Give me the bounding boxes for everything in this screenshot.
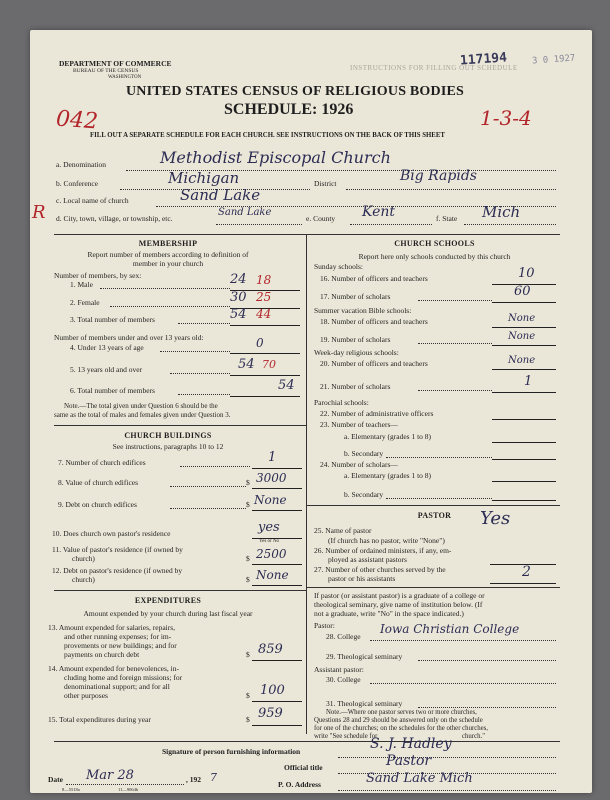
q27-label-2: pastor or his assistants bbox=[328, 574, 396, 583]
q7-label: 7. Number of church edifices bbox=[58, 458, 146, 467]
q25-label: 25. Name of pastor bbox=[314, 526, 372, 535]
q8-label: 8. Value of church edifices bbox=[58, 478, 139, 487]
q15-label: 15. Total expenditures during year bbox=[48, 715, 151, 724]
q15-dollar: $ bbox=[246, 715, 250, 724]
church-name-label: c. Local name of church bbox=[56, 196, 129, 205]
q14-dollar: $ bbox=[246, 691, 250, 700]
pastor-subheading: Pastor: bbox=[314, 621, 335, 630]
q21-label: 21. Number of scholars bbox=[320, 382, 391, 391]
conference-label: b. Conference bbox=[56, 179, 99, 188]
signature-value[interactable]: S. J. Hadley bbox=[370, 736, 452, 752]
q23a-answer-line bbox=[492, 442, 556, 443]
q28-line bbox=[370, 640, 556, 641]
address-line bbox=[338, 790, 556, 791]
q3-value[interactable]: 54 bbox=[230, 307, 247, 322]
county-label: e. County bbox=[306, 214, 336, 223]
college-note-3: not a graduate, write "No" in the space indicated.) bbox=[314, 609, 464, 618]
pastor-title: PASTOR bbox=[417, 511, 452, 520]
q2-label: 2. Female bbox=[70, 298, 100, 307]
q4-value[interactable]: 0 bbox=[256, 336, 264, 350]
q31-line bbox=[418, 707, 556, 708]
print-code-1: 8—5518a bbox=[62, 787, 80, 792]
q10-hint: Yes or No bbox=[259, 539, 280, 544]
q21-leader bbox=[418, 390, 492, 391]
q28-value[interactable]: Iowa Christian College bbox=[380, 622, 520, 636]
schools-title: CHURCH SCHOOLS bbox=[394, 239, 475, 248]
q9-value[interactable]: None bbox=[254, 493, 287, 507]
q11-label-2: church) bbox=[72, 554, 95, 563]
pastor-note-4: write "See schedule for bbox=[314, 733, 378, 740]
print-code-2: 11—9064b bbox=[118, 787, 139, 792]
expenditures-title: EXPENDITURES bbox=[134, 596, 202, 605]
q20-label: 20. Number of officers and teachers bbox=[320, 359, 428, 368]
q6-label: 6. Total number of members bbox=[70, 386, 155, 395]
q13-line-1: 13. Amount expended for salaries, repairs, bbox=[48, 623, 176, 632]
q16-label: 16. Number of officers and teachers bbox=[320, 274, 428, 283]
q6-leader bbox=[178, 394, 230, 395]
q17-value[interactable]: 60 bbox=[514, 284, 531, 299]
pastor-note-5: church." bbox=[462, 733, 485, 740]
q11-value[interactable]: 2500 bbox=[256, 547, 287, 561]
q7-leader bbox=[180, 466, 250, 467]
q23b-leader bbox=[386, 457, 492, 458]
denomination-label: a. Denomination bbox=[56, 160, 106, 169]
bureau-label: BUREAU OF THE CENSUS bbox=[73, 68, 139, 74]
q15-answer-line bbox=[252, 725, 302, 726]
q18-value[interactable]: None bbox=[508, 313, 536, 324]
pastor-note-3: for one of the churches; on the schedules for the other churches, bbox=[314, 725, 489, 732]
q8-answer-line bbox=[252, 488, 302, 489]
form-title: UNITED STATES CENSUS OF RELIGIOUS BODIES bbox=[126, 84, 465, 99]
footer-rule bbox=[54, 741, 560, 742]
expenditures-intro: Amount expended by your church during last fiscal year bbox=[83, 609, 253, 618]
city-label: d. City, town, village, or township, etc. bbox=[56, 214, 173, 223]
summer-schools-label: Summer vacation Bible schools: bbox=[314, 306, 412, 315]
date-label: Date bbox=[48, 775, 63, 784]
q17-label: 17. Number of scholars bbox=[320, 292, 391, 301]
q13-line-2: and other running expenses; for im- bbox=[64, 632, 172, 641]
parochial-schools-label: Parochial schools: bbox=[314, 398, 369, 407]
official-title-value[interactable]: Pastor bbox=[386, 753, 432, 769]
q29-label: 29. Theological seminary bbox=[326, 652, 403, 661]
assistant-pastor-subheading: Assistant pastor: bbox=[314, 665, 364, 674]
q5-leader bbox=[170, 373, 230, 374]
department-label: DEPARTMENT OF COMMERCE bbox=[59, 59, 172, 68]
q12-answer-line bbox=[252, 585, 302, 586]
q12-label-2: church) bbox=[72, 575, 95, 584]
q13-dollar: $ bbox=[246, 650, 250, 659]
q11-answer-line bbox=[252, 564, 302, 565]
college-rule bbox=[307, 587, 560, 588]
q20-value[interactable]: None bbox=[508, 355, 536, 366]
q19-label: 19. Number of scholars bbox=[320, 335, 391, 344]
q10-value[interactable]: yes bbox=[258, 520, 280, 535]
q6-value[interactable]: 54 bbox=[278, 378, 295, 393]
membership-intro-2: member in your church bbox=[132, 259, 204, 268]
county-line bbox=[350, 224, 432, 225]
buildings-intro: See instructions, paragraphs 10 to 12 bbox=[112, 442, 224, 451]
q23b-answer-line bbox=[492, 459, 556, 460]
q18-label: 18. Number of officers and teachers bbox=[320, 317, 428, 326]
pastor-note-2: Questions 28 and 29 should be answered only on the schedule bbox=[314, 717, 483, 724]
q11-label-1: 11. Value of pastor's residence (if owned by bbox=[52, 545, 183, 554]
q7-value[interactable]: 1 bbox=[268, 450, 277, 465]
q2-leader bbox=[110, 306, 230, 307]
q24a-answer-line bbox=[492, 481, 556, 482]
q6-answer-line bbox=[230, 396, 300, 397]
q24-label: 24. Number of scholars— bbox=[320, 460, 398, 469]
state-label: f. State bbox=[436, 214, 458, 223]
q10-label: 10. Does church own pastor's residence bbox=[52, 529, 171, 538]
q1-value[interactable]: 24 bbox=[230, 272, 247, 287]
q4-answer-line bbox=[230, 353, 300, 354]
q13-line-3: provements or new buildings; and for bbox=[64, 641, 177, 650]
church-name-value[interactable]: Sand Lake bbox=[180, 186, 261, 204]
district-value[interactable]: Big Rapids bbox=[400, 168, 477, 184]
q18-answer-line bbox=[492, 327, 556, 328]
city-value[interactable]: Sand Lake bbox=[218, 207, 272, 218]
q30-label: 30. College bbox=[326, 675, 361, 684]
date-line bbox=[66, 784, 184, 785]
expenditures-rule bbox=[54, 590, 306, 591]
schools-intro: Report here only schools conducted by this church bbox=[358, 252, 511, 261]
q8-value[interactable]: 3000 bbox=[256, 471, 287, 485]
year-label: , 192 bbox=[186, 775, 201, 784]
q21-answer-line bbox=[492, 392, 556, 393]
q14-answer-line bbox=[252, 701, 302, 702]
q24b-label: b. Secondary bbox=[344, 490, 384, 499]
q24b-answer-line bbox=[492, 500, 556, 501]
district-label: District bbox=[314, 179, 337, 188]
q8-dollar: $ bbox=[246, 478, 250, 487]
q1-label: 1. Male bbox=[70, 280, 93, 289]
q22-answer-line bbox=[492, 419, 556, 420]
q9-label: 9. Debt on church edifices bbox=[58, 500, 137, 509]
q16-value[interactable]: 10 bbox=[518, 266, 535, 281]
county-value[interactable]: Kent bbox=[362, 204, 396, 220]
q25-hint: (If church has no pastor, write "None") bbox=[328, 536, 445, 545]
buildings-title: CHURCH BUILDINGS bbox=[124, 431, 212, 440]
q1-leader bbox=[100, 288, 230, 289]
q3-red-value: 44 bbox=[256, 307, 272, 321]
signature-label: Signature of person furnishing information bbox=[162, 747, 301, 756]
red-reference-code: 1-3-4 bbox=[480, 106, 532, 130]
ghost-text: INSTRUCTIONS FOR FILLING OUT SCHEDULE bbox=[350, 64, 518, 72]
q14-line-4: other purposes bbox=[64, 691, 108, 700]
pastor-note-1: Note.—Where one pastor serves two or more churches, bbox=[326, 709, 477, 716]
conference-value[interactable]: Michigan bbox=[168, 169, 240, 187]
census-schedule-sheet bbox=[30, 30, 592, 793]
margin-mark-r: R bbox=[32, 202, 46, 223]
q9-answer-line bbox=[252, 510, 302, 511]
q24b-leader bbox=[386, 498, 492, 499]
q25-value[interactable]: Yes bbox=[480, 508, 511, 529]
q24a-label: a. Elementary (grades 1 to 8) bbox=[344, 471, 432, 480]
q3-label: 3. Total number of members bbox=[70, 315, 155, 324]
college-note-1: If pastor (or assistant pastor) is a graduate of a college or bbox=[314, 591, 485, 600]
membership-note-1: Note.—The total given under Question 6 should be the bbox=[64, 402, 218, 410]
address-label: P. O. Address bbox=[278, 780, 321, 789]
district-line bbox=[346, 189, 556, 190]
instruction-line: FILL OUT A SEPARATE SCHEDULE FOR EACH CHURCH. SEE INSTRUCTIONS ON THE BACK OF THIS SHEET bbox=[90, 132, 445, 139]
q27-answer-line bbox=[490, 583, 556, 584]
q3-leader bbox=[178, 323, 230, 324]
q23-label: 23. Number of teachers— bbox=[320, 420, 398, 429]
q22-label: 22. Number of administrative officers bbox=[320, 409, 434, 418]
q23b-label: b. Secondary bbox=[344, 449, 384, 458]
q7-answer-line bbox=[252, 468, 302, 469]
official-title-label: Official title bbox=[284, 763, 323, 772]
membership-intro-1: Report number of members according to definition of bbox=[87, 250, 249, 259]
q19-answer-line bbox=[492, 345, 556, 346]
membership-title: MEMBERSHIP bbox=[138, 239, 198, 248]
q5-answer-line bbox=[230, 375, 300, 376]
q19-leader bbox=[418, 343, 492, 344]
q9-leader bbox=[170, 508, 246, 509]
q11-dollar: $ bbox=[246, 554, 250, 563]
q14-value[interactable]: 100 bbox=[260, 683, 285, 698]
q14-line-2: cluding home and foreign missions; for bbox=[64, 673, 183, 682]
city-label: WASHINGTON bbox=[108, 75, 142, 80]
q4-label: 4. Under 13 years of age bbox=[70, 343, 144, 352]
q28-label: 28. College bbox=[326, 632, 361, 641]
college-note-2: theological seminary, give name of institution below. (If bbox=[314, 600, 483, 609]
q12-value[interactable]: None bbox=[256, 568, 289, 582]
received-stamp-number: 117194 bbox=[459, 50, 508, 69]
age-header: Number of members under and over 13 years old: bbox=[54, 333, 204, 342]
q20-answer-line bbox=[492, 369, 556, 370]
q30-line bbox=[370, 683, 556, 684]
table-top-rule bbox=[54, 234, 560, 235]
q12-dollar: $ bbox=[246, 575, 250, 584]
q5-label: 5. 13 years old and over bbox=[70, 365, 143, 374]
q13-answer-line bbox=[252, 660, 302, 661]
received-stamp-date: 3 0 1927 bbox=[531, 53, 576, 67]
denomination-value[interactable]: Methodist Episcopal Church bbox=[160, 148, 391, 167]
q27-label-1: 27. Number of other churches served by the bbox=[314, 565, 446, 574]
q13-value[interactable]: 859 bbox=[258, 642, 283, 657]
q15-value[interactable]: 959 bbox=[258, 706, 283, 721]
q31-label: 31. Theological seminary bbox=[326, 699, 403, 708]
q26-label-1: 26. Number of ordained ministers, if any, em- bbox=[314, 546, 452, 555]
state-value[interactable]: Mich bbox=[482, 203, 521, 221]
column-divider bbox=[306, 234, 307, 734]
q17-leader bbox=[418, 300, 492, 301]
membership-note-2: same as the total of males and females given under Question 3. bbox=[54, 411, 231, 419]
q2-red-value: 25 bbox=[256, 290, 272, 304]
q13-line-4: payments on church debt bbox=[64, 650, 140, 659]
q4-leader bbox=[160, 351, 230, 352]
sunday-schools-label: Sunday schools: bbox=[314, 262, 363, 271]
date-value[interactable]: Mar 28 bbox=[86, 768, 134, 783]
city-line bbox=[216, 224, 302, 225]
q29-line bbox=[418, 660, 556, 661]
q5-value[interactable]: 54 bbox=[238, 357, 255, 372]
q17-answer-line bbox=[492, 302, 556, 303]
weekday-schools-label: Week-day religious schools: bbox=[314, 348, 399, 357]
q3-answer-line bbox=[230, 325, 300, 326]
q12-label-1: 12. Debt on pastor's residence (if owned by bbox=[52, 566, 183, 575]
red-reference-number: 042 bbox=[55, 106, 99, 135]
q8-leader bbox=[170, 486, 246, 487]
q21-value[interactable]: 1 bbox=[524, 374, 533, 389]
year-value[interactable]: 7 bbox=[210, 771, 217, 784]
q14-line-1: 14. Amount expended for benevolences, in- bbox=[48, 664, 180, 673]
pastor-rule bbox=[307, 505, 560, 506]
state-line bbox=[464, 224, 556, 225]
q27-value[interactable]: 2 bbox=[522, 564, 531, 580]
q1-red-value: 18 bbox=[256, 273, 272, 287]
q14-line-3: denominational support; and for all bbox=[64, 682, 170, 691]
buildings-rule bbox=[54, 425, 306, 426]
signature-line bbox=[338, 757, 556, 758]
q23a-label: a. Elementary (grades 1 to 8) bbox=[344, 432, 432, 441]
q19-value[interactable]: None bbox=[508, 331, 536, 342]
members-by-sex-label: Number of members, by sex: bbox=[54, 271, 142, 280]
q2-value[interactable]: 30 bbox=[230, 290, 247, 305]
q5-red-value: 70 bbox=[262, 358, 276, 371]
address-value[interactable]: Sand Lake Mich bbox=[366, 771, 473, 786]
q9-dollar: $ bbox=[246, 500, 250, 509]
schedule-title: SCHEDULE: 1926 bbox=[224, 101, 354, 118]
q26-label-2: ployed as assistant pastors bbox=[328, 555, 407, 564]
